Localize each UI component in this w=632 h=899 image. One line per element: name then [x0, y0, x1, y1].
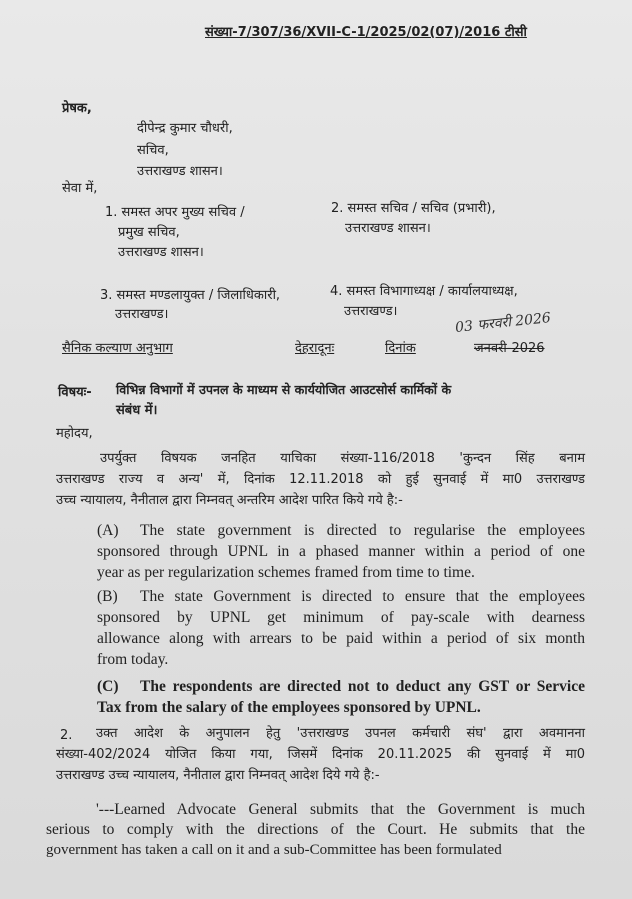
order-b-line4: from today. — [97, 651, 169, 668]
date-value: जनवरी-2026 — [474, 341, 545, 356]
recipient-1-line2: प्रमुख सचिव, — [118, 225, 180, 240]
recipient-4-line2: उत्तराखण्ड। — [344, 304, 398, 319]
sender-heading: प्रेषक, — [62, 101, 92, 116]
sender-office: उत्तराखण्ड शासन। — [137, 164, 223, 179]
para1-line1: उपर्युक्त विषयक जनहित याचिका संख्या-116/2018 'कुन्दन सिंह बनाम — [100, 451, 585, 466]
salutation: महोदय, — [56, 426, 93, 441]
recipient-3-line2: उत्तराखण्ड। — [115, 307, 169, 322]
order-c-line1: The respondents are directed not to deduct any GST or Service — [140, 678, 585, 695]
subject-label: विषयः- — [58, 385, 92, 400]
section-name: सैनिक कल्याण अनुभाग — [62, 341, 173, 356]
para2-number: 2. — [60, 728, 73, 743]
para2-line2: संख्या-402/2024 योजित किया गया, जिसमें दिनांक 20.11.2025 की सुनवाई में मा0 — [56, 747, 585, 762]
quote-line1: '---Learned Advocate General submits that the Government is much — [96, 801, 585, 818]
order-b-label: (B) — [97, 588, 118, 605]
recipients-heading: सेवा में, — [62, 181, 98, 196]
order-b-line2: sponsored by UPNL get minimum of pay-scale with dearness — [97, 609, 585, 626]
order-b-line1: The state Government is directed to ensure that the employees — [140, 588, 585, 605]
subject-line1: विभिन्न विभागों में उपनल के माध्यम से कार्ययोजित आउटसोर्स कार्मिकों के — [116, 382, 452, 397]
order-a-line2: sponsored through UPNL in a phased manner within a period of one — [97, 543, 585, 560]
recipient-4-line1: 4. समस्त विभागाध्यक्ष / कार्यालयाध्यक्ष, — [330, 284, 518, 299]
subject-line2: संबंध में। — [116, 403, 158, 418]
order-c-label: (C) — [97, 678, 119, 695]
sender-name: दीपेन्द्र कुमार चौधरी, — [137, 121, 233, 136]
recipient-2-line1: 2. समस्त सचिव / सचिव (प्रभारी), — [331, 201, 496, 216]
quote-line2: serious to comply with the directions of the Court. He submits that the — [46, 821, 585, 838]
place: देहरादूनः — [295, 341, 335, 356]
para2-line1: उक्त आदेश के अनुपालन हेतु 'उत्तराखण्ड उपनल कर्मचारी संघ' द्वारा अवमानना — [96, 726, 585, 741]
order-a-line1: The state government is directed to regularise the employees — [140, 522, 585, 539]
order-a-line3: year as per regularization schemes framed from time to time. — [97, 564, 475, 581]
para2-line3: उत्तराखण्ड उच्च न्यायालय, नैनीताल द्वारा निम्नवत् आदेश दिये गये है:- — [56, 768, 380, 783]
order-c-line2: Tax from the salary of the employees sponsored by UPNL. — [97, 699, 481, 716]
order-a-label: (A) — [97, 522, 119, 539]
sender-designation: सचिव, — [137, 143, 169, 158]
para1-line3: उच्च न्यायालय, नैनीताल द्वारा निम्नवत् अन्तरिम आदेश पारित किये गये है:- — [56, 493, 403, 508]
recipient-1-line1: 1. समस्त अपर मुख्य सचिव / — [105, 205, 245, 220]
recipient-2-line2: उत्तराखण्ड शासन। — [345, 221, 431, 236]
handwritten-date: 03 फरवरी 2026 — [454, 310, 552, 336]
date-label: दिनांक — [385, 341, 416, 356]
quote-line3: government has taken a call on it and a sub-Committee has been formulated — [46, 842, 502, 858]
order-b-line3: allowance along with arrears to be paid within a period of six month — [97, 630, 585, 647]
recipient-1-line3: उत्तराखण्ड शासन। — [118, 245, 204, 260]
para1-line2: उत्तराखण्ड राज्य व अन्य' में, दिनांक 12.11.2018 को हुई सुनवाई में मा0 उत्तराखण्ड — [56, 472, 585, 487]
letter-number: संख्या-7/307/36/XVII-C-1/2025/02(07)/2016 टीसी — [205, 25, 527, 40]
recipient-3-line1: 3. समस्त मण्डलायुक्त / जिलाधिकारी, — [100, 288, 281, 303]
